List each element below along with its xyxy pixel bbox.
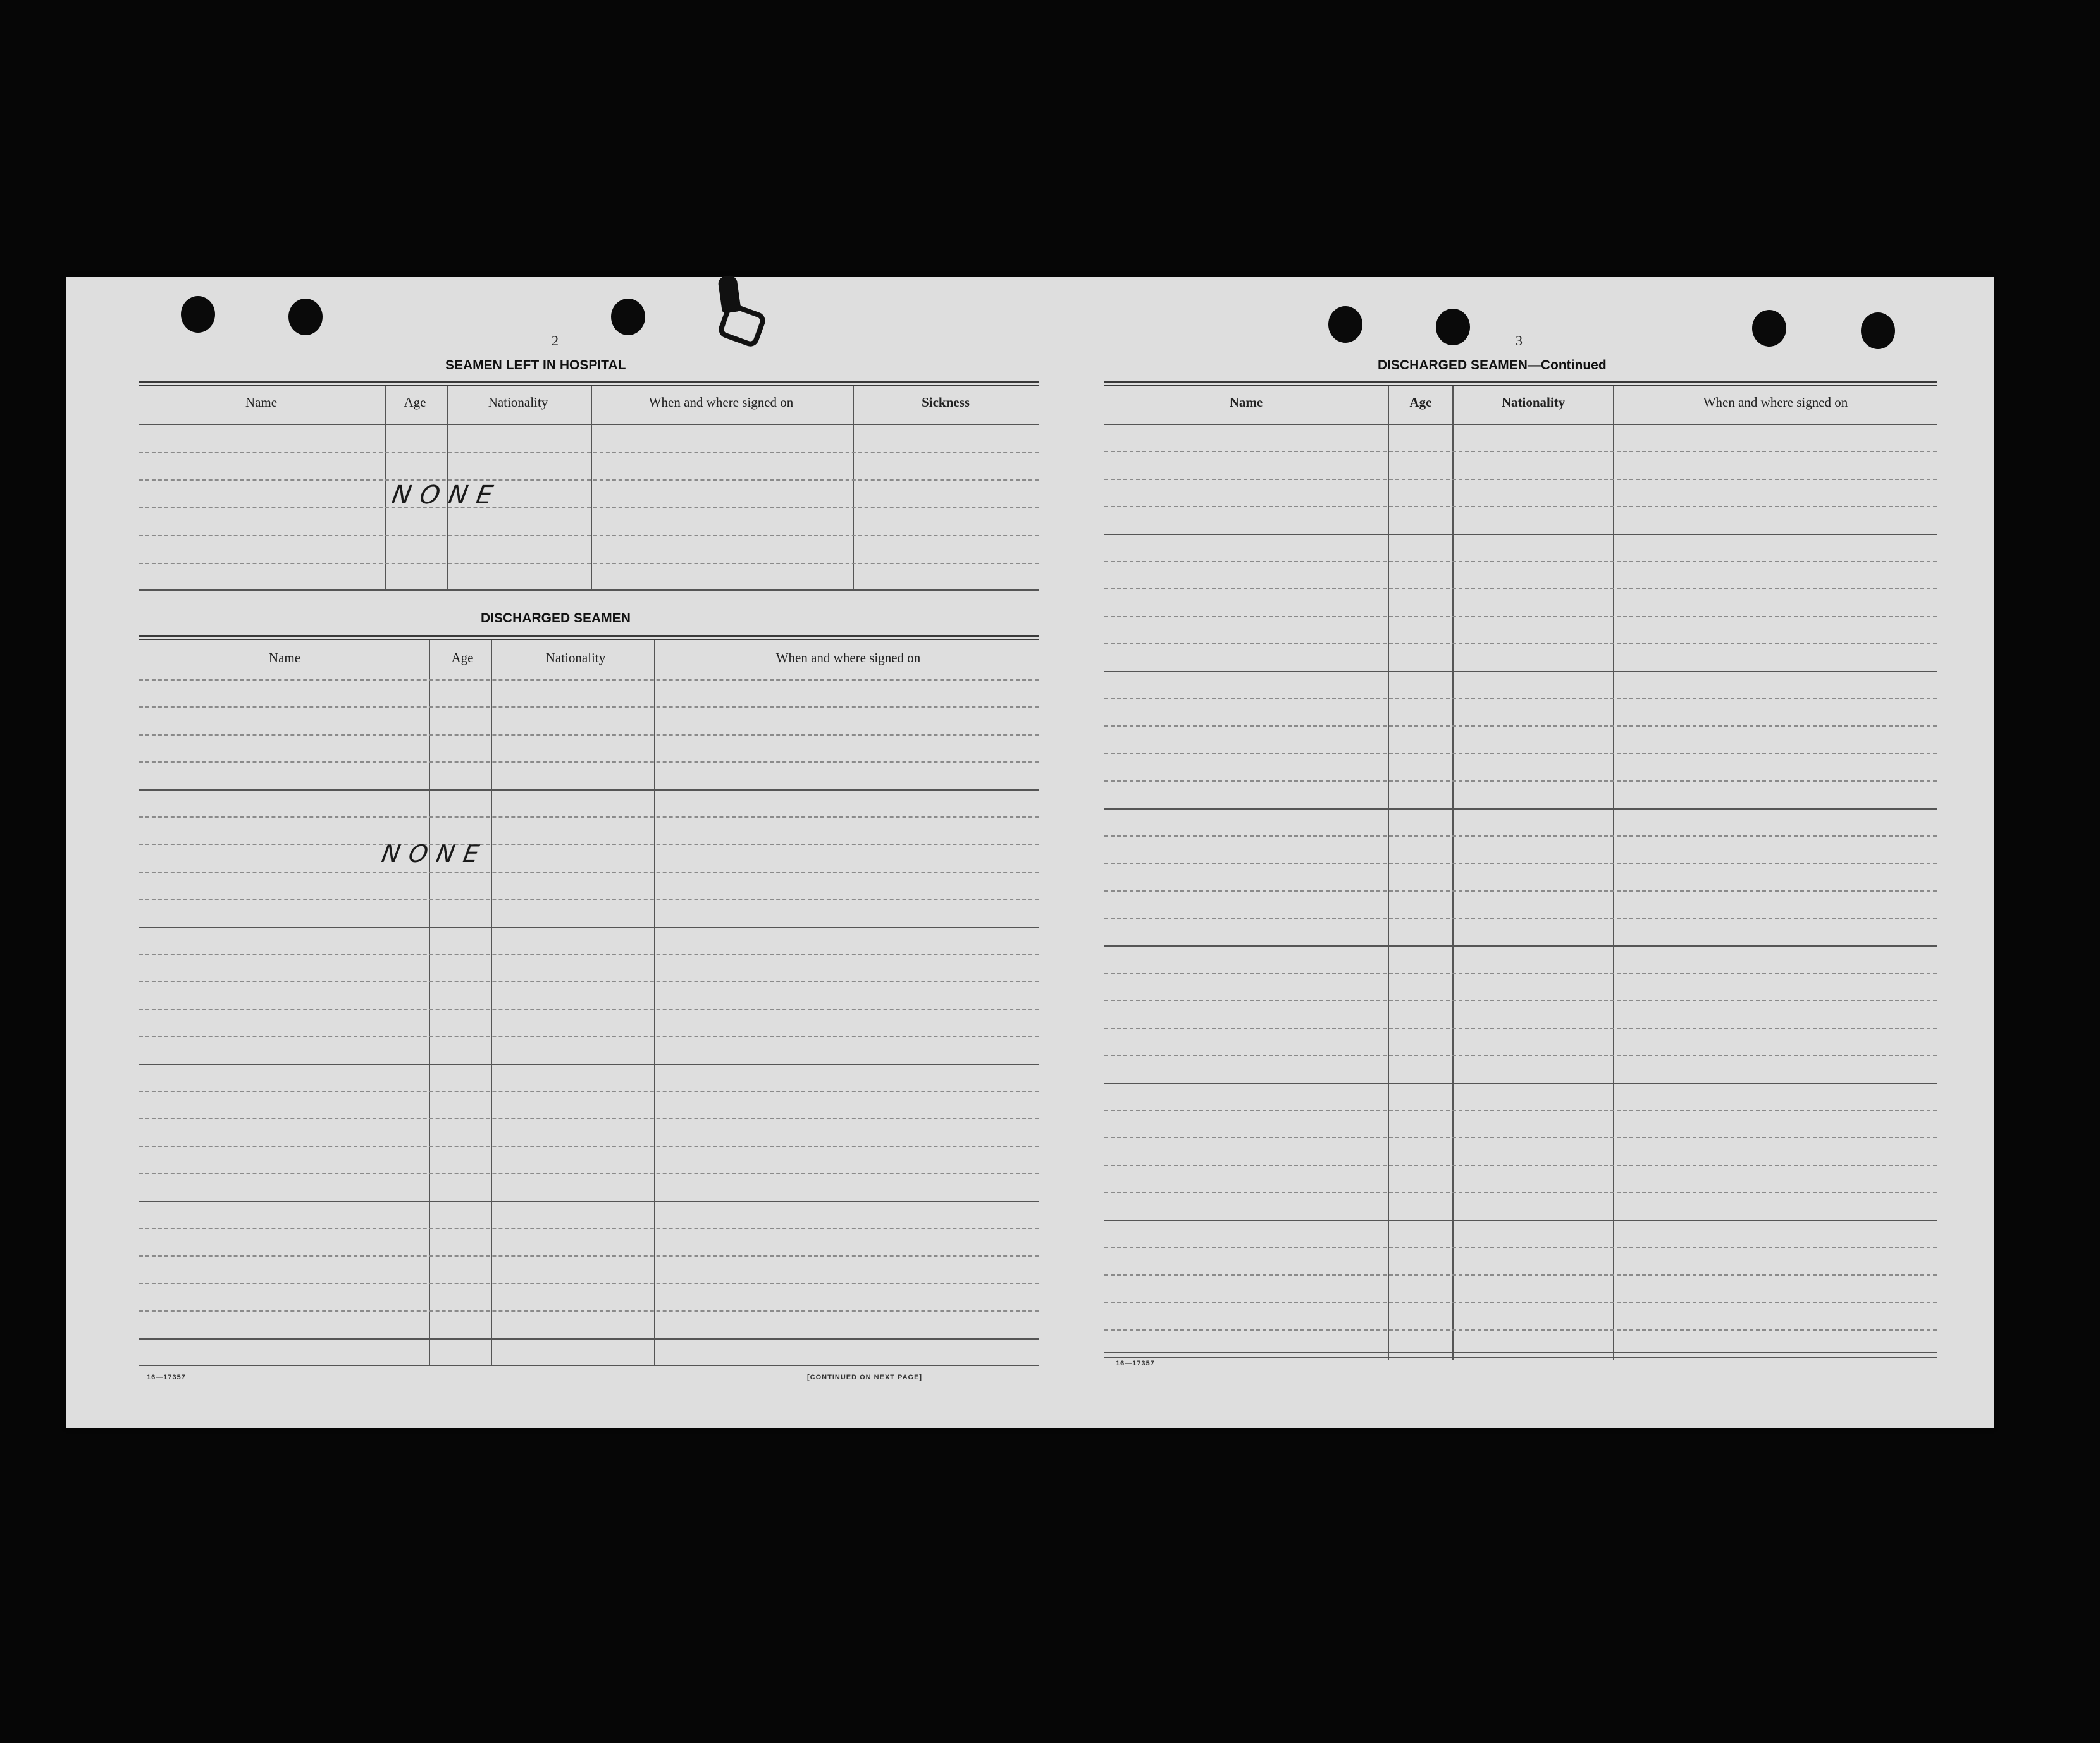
right-row-line: [1104, 1083, 1937, 1084]
right-divider: [1452, 386, 1454, 1360]
discharged-row-line: [139, 816, 1039, 818]
hospital-col-nationality: Nationality: [488, 395, 548, 410]
discharged-row-line: [139, 679, 1039, 681]
right-divider: [1613, 386, 1614, 1360]
right-row-line: [1104, 753, 1937, 754]
right-row-line: [1104, 671, 1937, 672]
right-row-line: [1104, 918, 1937, 919]
right-row-line: [1104, 1302, 1937, 1303]
hospital-divider: [853, 386, 854, 591]
right-row-line: [1104, 1329, 1937, 1331]
document-sheet: [66, 277, 1994, 1428]
hospital-col-name: Name: [245, 395, 278, 410]
right-row-line: [1104, 506, 1937, 507]
discharged-col-signed-on: When and where signed on: [775, 650, 921, 665]
discharged-row-line: [139, 1338, 1039, 1340]
discharged-row-line: [139, 899, 1039, 900]
right-row-line: [1104, 643, 1937, 644]
page-number-right: 3: [1516, 333, 1522, 348]
discharged-row-line: [139, 981, 1039, 982]
discharged-row-line: [139, 734, 1039, 736]
right-row-line: [1104, 1055, 1937, 1056]
right-row-line: [1104, 424, 1937, 425]
discharged-row-line: [139, 1064, 1039, 1065]
discharged-bottom-rule: [139, 1365, 1039, 1366]
right-footer-form-number: 16—17357: [1116, 1360, 1155, 1367]
right-row-line: [1104, 808, 1937, 810]
right-row-line: [1104, 1192, 1937, 1193]
right-row-line: [1104, 863, 1937, 864]
punch-hole-icon: [288, 299, 323, 335]
hospital-row-line: [139, 452, 1039, 453]
right-row-line: [1104, 479, 1937, 480]
right-row-line: [1104, 945, 1937, 947]
right-row-line: [1104, 534, 1937, 535]
hospital-row-line: [139, 563, 1039, 564]
left-footer-form-number: 16—17357: [147, 1374, 186, 1381]
punch-hole-icon: [1436, 309, 1470, 345]
right-top-rule-2: [1104, 385, 1937, 386]
discharged-col-nationality: Nationality: [545, 650, 606, 665]
hospital-row-line: [139, 507, 1039, 508]
right-row-line: [1104, 1220, 1937, 1221]
hospital-top-rule: [139, 381, 1039, 383]
hospital-top-rule-2: [139, 385, 1039, 386]
right-row-line: [1104, 1110, 1937, 1111]
right-top-rule: [1104, 381, 1937, 383]
hospital-header-rule: [139, 424, 1039, 425]
right-row-line: [1104, 451, 1937, 452]
hospital-divider: [591, 386, 592, 591]
right-row-line: [1104, 725, 1937, 727]
hospital-row-line: [139, 535, 1039, 536]
discharged-row-line: [139, 1255, 1039, 1257]
discharged-row-line: [139, 789, 1039, 791]
discharged-row-line: [139, 954, 1039, 955]
discharged-col-name: Name: [268, 650, 301, 665]
right-row-line: [1104, 1028, 1937, 1029]
right-col-nationality: Nationality: [1501, 395, 1566, 410]
right-row-line: [1104, 973, 1937, 974]
discharged-continued-suffix: —Continued: [1527, 358, 1607, 373]
discharged-continued-title: [1378, 358, 1607, 373]
right-row-line: [1104, 1137, 1937, 1138]
right-row-line: [1104, 780, 1937, 782]
left-footer-continued: [CONTINUED ON NEXT PAGE]: [807, 1374, 923, 1381]
right-divider: [1388, 386, 1389, 1360]
right-row-line: [1104, 1165, 1937, 1166]
hospital-handwritten-none: NONE: [389, 481, 504, 510]
discharged-row-line: [139, 1310, 1039, 1312]
punch-hole-icon: [611, 299, 645, 335]
discharged-row-line: [139, 1146, 1039, 1147]
discharged-row-line: [139, 1091, 1039, 1092]
right-row-line: [1104, 616, 1937, 617]
right-row-line: [1104, 890, 1937, 892]
right-row-line: [1104, 698, 1937, 699]
discharged-row-line: [139, 1118, 1039, 1119]
right-row-line: [1104, 588, 1937, 589]
right-bottom-rule: [1104, 1352, 1937, 1353]
right-row-line: [1104, 1247, 1937, 1248]
hospital-section-title: SEAMEN LEFT IN HOSPITAL: [445, 358, 626, 373]
punch-hole-icon: [181, 296, 215, 333]
discharged-handwritten-none: NONE: [380, 840, 490, 868]
hospital-col-age: Age: [404, 395, 426, 410]
hospital-col-sickness: Sickness: [922, 395, 970, 410]
discharged-col-age: Age: [451, 650, 474, 665]
discharged-row-line: [139, 1009, 1039, 1010]
right-row-line: [1104, 835, 1937, 837]
right-col-name: Name: [1229, 395, 1263, 410]
discharged-row-line: [139, 1283, 1039, 1284]
discharged-row-line: [139, 927, 1039, 928]
discharged-row-line: [139, 1228, 1039, 1229]
discharged-row-line: [139, 1173, 1039, 1174]
hospital-bottom-rule: [139, 589, 1039, 591]
discharged-row-line: [139, 1036, 1039, 1037]
discharged-section-title: DISCHARGED SEAMEN: [481, 611, 631, 625]
hospital-col-signed-on: When and where signed on: [648, 395, 794, 410]
page-number-left: 2: [552, 333, 559, 348]
punch-hole-icon: [1328, 306, 1362, 343]
hospital-divider: [385, 386, 386, 591]
discharged-row-line: [139, 706, 1039, 708]
hospital-row-line: [139, 479, 1039, 481]
right-row-line: [1104, 1274, 1937, 1276]
discharged-continued-title-main: DISCHARGED SEAMEN: [1378, 358, 1528, 373]
discharged-row-line: [139, 1201, 1039, 1202]
punch-hole-icon: [1752, 310, 1786, 347]
discharged-row-line: [139, 872, 1039, 873]
right-col-signed-on: When and where signed on: [1703, 395, 1848, 410]
right-row-line: [1104, 561, 1937, 562]
discharged-row-line: [139, 844, 1039, 845]
discharged-top-rule-2: [139, 639, 1039, 640]
right-col-age: Age: [1409, 395, 1432, 410]
right-row-line: [1104, 1357, 1937, 1358]
discharged-row-line: [139, 761, 1039, 763]
discharged-top-rule: [139, 635, 1039, 637]
punch-hole-icon: [1861, 312, 1895, 349]
right-row-line: [1104, 1000, 1937, 1001]
